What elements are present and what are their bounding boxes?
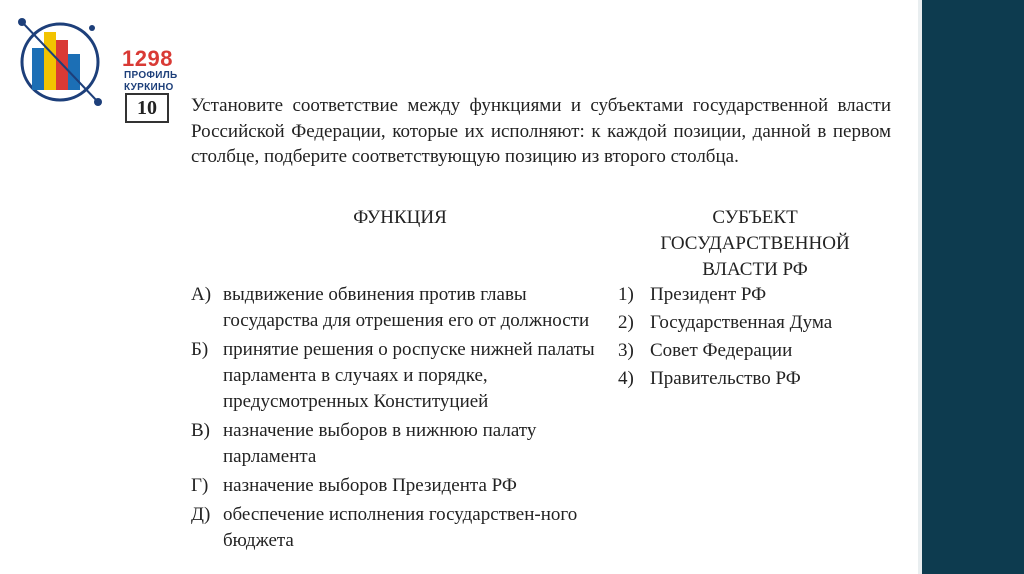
function-text: принятие решения о роспуске нижней палаты парламента в случаях и порядке, предусмотренных Конституцией: [223, 339, 595, 412]
task-instruction: Установите соответствие между функциями и субъектами государственной власти Российской Федерации, которые их исполняют: к каждой позиции, данной в первом столбце, подберите соответствующую позицию из второго столбца.: [191, 95, 891, 167]
logo-line-1: ПРОФИЛЬ: [124, 70, 178, 81]
subject-item-1: [618, 282, 898, 308]
function-letter: В): [191, 420, 210, 441]
function-item-a: [191, 282, 601, 334]
function-text: назначение выборов Президента РФ: [223, 475, 517, 496]
subject-text: Государственная Дума: [650, 312, 833, 333]
logo-emblem-icon: [14, 10, 124, 110]
subject-item-4: [618, 366, 898, 392]
subject-text: Совет Федерации: [650, 340, 793, 361]
function-letter: Г): [191, 475, 209, 496]
subject-item-3: [618, 338, 898, 364]
function-text: выдвижение обвинения против главы государства для отрешения его от должности: [223, 284, 590, 331]
subject-text: Правительство РФ: [650, 368, 801, 389]
logo-number: 1298: [122, 46, 173, 71]
subjects-heading-line-1: СУБЪЕКТ: [712, 207, 798, 228]
subject-number: 4): [618, 368, 634, 389]
task-number-box: 10: [125, 93, 169, 123]
subjects-heading-line-3: ВЛАСТИ РФ: [702, 259, 808, 280]
function-item-d: [191, 502, 601, 554]
function-item-g: [191, 473, 601, 499]
right-sidebar: [922, 0, 1024, 574]
function-letter: А): [191, 284, 212, 305]
function-item-v: [191, 418, 601, 470]
subject-number: 1): [618, 284, 634, 305]
subject-number: 2): [618, 312, 634, 333]
subject-item-2: [618, 310, 898, 336]
functions-heading: ФУНКЦИЯ: [353, 207, 447, 228]
functions-list: [191, 282, 601, 557]
subjects-list: [618, 282, 898, 394]
subject-number: 3): [618, 340, 634, 361]
subjects-heading-line-2: ГОСУДАРСТВЕННОЙ: [660, 233, 850, 254]
function-text: назначение выборов в нижнюю палату парламента: [223, 420, 537, 467]
function-letter: Б): [191, 339, 209, 360]
subjects-heading: [610, 205, 900, 283]
logo-line-2: КУРКИНО: [124, 82, 174, 93]
subject-text: Президент РФ: [650, 284, 767, 305]
function-text: обеспечение исполнения государствен-ного бюджета: [223, 504, 578, 551]
function-item-b: [191, 337, 601, 415]
function-letter: Д): [191, 504, 211, 525]
